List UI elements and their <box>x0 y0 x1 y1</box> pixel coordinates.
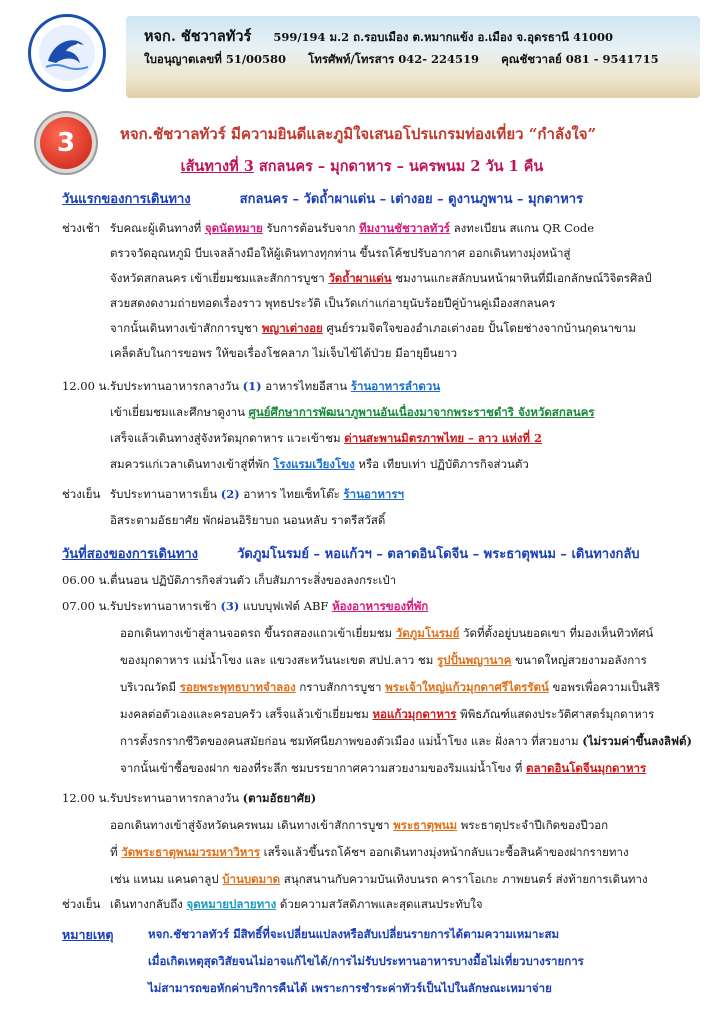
day2-title: วันที่สองของการเดินทาง <box>62 547 199 562</box>
note-1: หจก.ชัชวาลทัวร์ มีสิทธิ์ที่จะเปลี่ยนแปลงหรือสับเปลี่ยนรายการได้ตามความเหมาะสม <box>148 927 560 941</box>
day2-line-9: รับประทานอาหารกลางวัน (ตามอัธยาศัย) <box>110 791 317 805</box>
phaya-tao-ngoi: พญาเต่างอย <box>261 321 323 335</box>
day1-noon-label: 12.00 น. <box>62 379 111 393</box>
day1-title: วันแรกของการเดินทาง <box>62 192 191 207</box>
day1-line-10: สมควรแก่เวลาเดินทางเข้าสู่ที่พัก โรงแรมเวียงโขง หรือ เทียบเท่า ปฏิบัติภารกิจส่วนตัว <box>110 457 529 471</box>
note-3: ไม่สามารถขอหักค่าบริการคืนได้ เพราะการชำระค่าทัวร์เป็นไปในลักษณะเหมาจ่าย <box>148 981 552 995</box>
wat-phra-that-phanom: วัดพระธาตุพนมวรมหาวิหาร <box>121 845 261 859</box>
day1-line-1: รับคณะผู้เดินทางที่ จุดนัดหมาย รับการต้อนรับจาก ทีมงานชัชวาลทัวร์ ลงทะเบียน สแกน QR Code <box>110 221 595 235</box>
note-2: เมื่อเกิดเหตุสุดวิสัยจนไม่อาจแก้ไขได้/การไม่รับประทานอาหารบางมื้อไม่เที่ยวบางรายการ <box>148 954 584 968</box>
day1-evening-label: ช่วงเย็น <box>62 487 101 501</box>
wat-phu-manorom: วัดภูมโนรมย์ <box>395 626 460 640</box>
day1-morning-label: ช่วงเช้า <box>62 221 101 235</box>
mobile-number: คุณชัชวาลย์ 081 - 9541715 <box>501 52 659 66</box>
day2-line-10: ออกเดินทางเข้าสู่จังหวัดนครพนม เดินทางเข้าสักการบูชา พระธาตุพนม พระธาตุประจำปีเกิดของปีวอก <box>110 818 609 832</box>
program-title: หจก.ชัชวาลทัวร์ มีความยินดีและภูมิใจเสนอโปรแกรมท่องเที่ยว “กำลังใจ” <box>120 125 597 143</box>
day2-line-8: จากนั้นเข้าซื้อของฝาก ของที่ระลึก ชมบรรยากาศความสวยงามของริมแม่น้ำโขง ที่ ตลาดอินโดจีนมุกดาหาร <box>120 761 647 775</box>
phuphan-center: ศูนย์ศึกษาการพัฒนาภูพานอันเนื่องมาจากพระราชดำริ จังหวัดสกลนคร <box>248 405 595 419</box>
day1-line-9: เสร็จแล้วเดินทางสู่จังหวัดมุกดาหาร แวะเข้าชม ด่านสะพานมิตรภาพไทย – ลาว แห่งที่ 2 <box>110 431 543 445</box>
day1-route: สกลนคร – วัดถ้ำผาแด่น – เต่างอย – ดูงานภูพาน – มุกดาหาร <box>239 192 584 207</box>
day2-line-1: ตื่นนอน ปฏิบัติภารกิจส่วนตัว เก็บสัมภาระสิ่งของลงกระเป๋า <box>110 573 397 587</box>
company-address: 599/194 ม.2 ถ.รอบเมือง ต.หมากแข้ง อ.เมือง จ.อุดรธานี 41000 <box>273 30 614 44</box>
day1-line-2: ตรวจวัดอุณหภูมิ บีบเจลล้างมือให้ผู้เดินทางทุกท่าน ขึ้นรถโค้ชปรับอากาศ ออกเดินทางมุ่งหน้าสู่ <box>110 246 571 260</box>
day2-0600-label: 06.00 น. <box>62 573 111 587</box>
phra-that-phanom: พระธาตุพนม <box>393 818 458 832</box>
company-name: หจก. ชัชวาลทัวร์ <box>144 28 252 45</box>
naga-statue: รูปปั้นพญานาค <box>436 653 512 667</box>
meeting-point-link: จุดนัดหมาย <box>204 221 263 235</box>
ban-bod-mad: บ้านบดมาด <box>222 872 281 886</box>
contact-banner <box>126 16 700 98</box>
day2-route: วัดภูมโนรมย์ – หอแก้วฯ – ตลาดอินโดจีน – พระธาตุพนม – เดินทางกลับ <box>237 547 640 562</box>
day2-line-13: เดินทางกลับถึง จุดหมายปลายทาง ด้วยความสวัสดิภาพและสุดแสนประทับใจ <box>110 897 483 911</box>
day2-line-5: บริเวณวัดมี รอยพระพุทธบาทจำลอง กราบสักการบูชา พระเจ้าใหญ่แก้วมุกดาศรีไตรรัตน์ ขอพรเพื่อความเป็นสิริ <box>120 680 660 694</box>
hotel-wiang-khong: โรงแรมเวียงโขง <box>273 457 355 471</box>
hotel-restaurant: ห้องอาหารของที่พัก <box>332 599 429 613</box>
destination-link: จุดหมายปลายทาง <box>186 897 277 911</box>
company-logo <box>28 14 106 92</box>
phra-chao-yai: พระเจ้าใหญ่แก้วมุกดาศรีไตรรัตน์ <box>385 680 549 694</box>
dolphin-icon <box>39 25 95 81</box>
dinner-restaurant: ร้านอาหารฯ <box>343 487 405 501</box>
day2-1200-label: 12.00 น. <box>62 791 111 805</box>
phone-number: โทรศัพท์/โทรสาร 042- 224519 <box>308 52 480 66</box>
day1-heading <box>62 188 583 209</box>
day1-line-5: จากนั้นเดินทางเข้าสักการบูชา พญาเต่างอย ศูนย์รวมจิตใจของอำเภอเต่างอย ปั้นโดยช่างจากบ้านกุดนาขาม <box>110 321 636 335</box>
ho-kaew-mukdahan: หอแก้วมุกดาหาร <box>372 707 457 721</box>
day2-line-7: การตั้งรกรากชีวิตของคนสมัยก่อน ชมทัศนียภาพของตัวเมือง แม่น้ำโขง และ ฝั่งลาว ที่สวยงาม (ไม่รวมค่าขึ้นลงลิฟต์) <box>120 734 692 748</box>
route-number-badge: 3 <box>40 117 92 169</box>
friendship-bridge: ด่านสะพานมิตรภาพไทย – ลาว แห่งที่ 2 <box>344 431 543 445</box>
wat-tham-pha-daen: วัดถ้ำผาแด่น <box>328 271 392 285</box>
day1-line-12: อิสระตามอัธยาศัย พักผ่อนอิริยาบถ นอนหลับ ราตรีสวัสดิ์ <box>110 513 386 527</box>
day1-line-6: เคล็ดลับในการขอพร ให้ขอเรื่องโชคลาภ ไม่เจ็บไข้ได้ป่วย มีอายุยืนยาว <box>110 346 458 360</box>
day2-line-4: ของมุกดาหาร แม่น้ำโขง และ แขวงสะหวันนะเขต สปป.ลาว ชม รูปปั้นพญานาค ขนาดใหญ่สวยงามอลังการ <box>120 653 647 667</box>
license-number: ใบอนุญาตเลขที่ 51/00580 <box>144 52 287 66</box>
day2-line-12: เช่น แหนม แคนดาลูป บ้านบดมาด สนุกสนานกับความบันเทิงบนรถ คาราโอเกะ ภาพยนตร์ ส่งท้ายการเดินทาง <box>110 872 648 886</box>
day1-line-11: รับประทานอาหารเย็น (2) อาหาร ไทยเซ็ทโต๊ะ ร้านอาหารฯ <box>110 487 405 501</box>
day2-heading <box>62 543 640 564</box>
route-heading <box>0 155 724 178</box>
day2-line-3: ออกเดินทางเข้าสู่ลานจอดรถ ขึ้นรถสองแถวเข้าเยี่ยมชม วัดภูมโนรมย์ วัดที่ตั้งอยู่บนยอดเขา ที่มองเห็นทิวทัศน์ <box>120 626 654 640</box>
restaurant-lamduan: ร้านอาหารลำดวน <box>350 379 441 393</box>
day2-line-6: มงคลต่อตัวเองและครอบครัว เสร็จแล้วเข้าเยี่ยมชม หอแก้วมุกดาหาร พิพิธภัณฑ์แสดงประวัติศาสตร์มุกดาหาร <box>120 707 655 721</box>
buddha-footprint: รอยพระพุทธบาทจำลอง <box>179 680 296 694</box>
day1-line-8: เข้าเยี่ยมชมและศึกษาดูงาน ศูนย์ศึกษาการพัฒนาภูพานอันเนื่องมาจากพระราชดำริ จังหวัดสกลนคร <box>110 405 595 419</box>
day2-evening-label: ช่วงเย็น <box>62 897 101 911</box>
team-link: ทีมงานชัชวาลทัวร์ <box>359 221 450 235</box>
indochina-market: ตลาดอินโดจีนมุกดาหาร <box>526 761 647 775</box>
day2-0700-label: 07.00 น. <box>62 599 111 613</box>
route-path: สกลนคร – มุกดาหาร – นครพนม 2 วัน 1 คืน <box>258 158 544 175</box>
day1-line-7: รับประทานอาหารกลางวัน (1) อาหารไทยอีสาน ร้านอาหารลำดวน <box>110 379 441 393</box>
route-label: เส้นทางที่ 3 <box>180 158 254 175</box>
day1-line-3: จังหวัดสกลนคร เข้าเยี่ยมชมและสักการบูชา วัดถ้ำผาแด่น ชมงานแกะสลักบนหน้าผาหินที่มีเอกลักษณ์วิจิตรศิลป์ <box>110 271 652 285</box>
day2-line-2: รับประทานอาหารเช้า (3) แบบบุฟเฟ่ต์ ABF ห้องอาหารของที่พัก <box>110 599 429 613</box>
notes-heading: หมายเหตุ <box>62 927 114 942</box>
day1-line-4: สวยสดงดงามถ่ายทอดเรื่องราว พุทธประวัติ เป็นวัดเก่าแก่อายุนับร้อยปีคู่บ้านคู่เมืองสกลนคร <box>110 296 556 310</box>
day2-line-11: ที่ วัดพระธาตุพนมวรมหาวิหาร เสร็จแล้วขึ้นรถโค้ชฯ ออกเดินทางมุ่งหน้ากลับแวะซื้อสินค้าของฝากรายทาง <box>110 845 629 859</box>
